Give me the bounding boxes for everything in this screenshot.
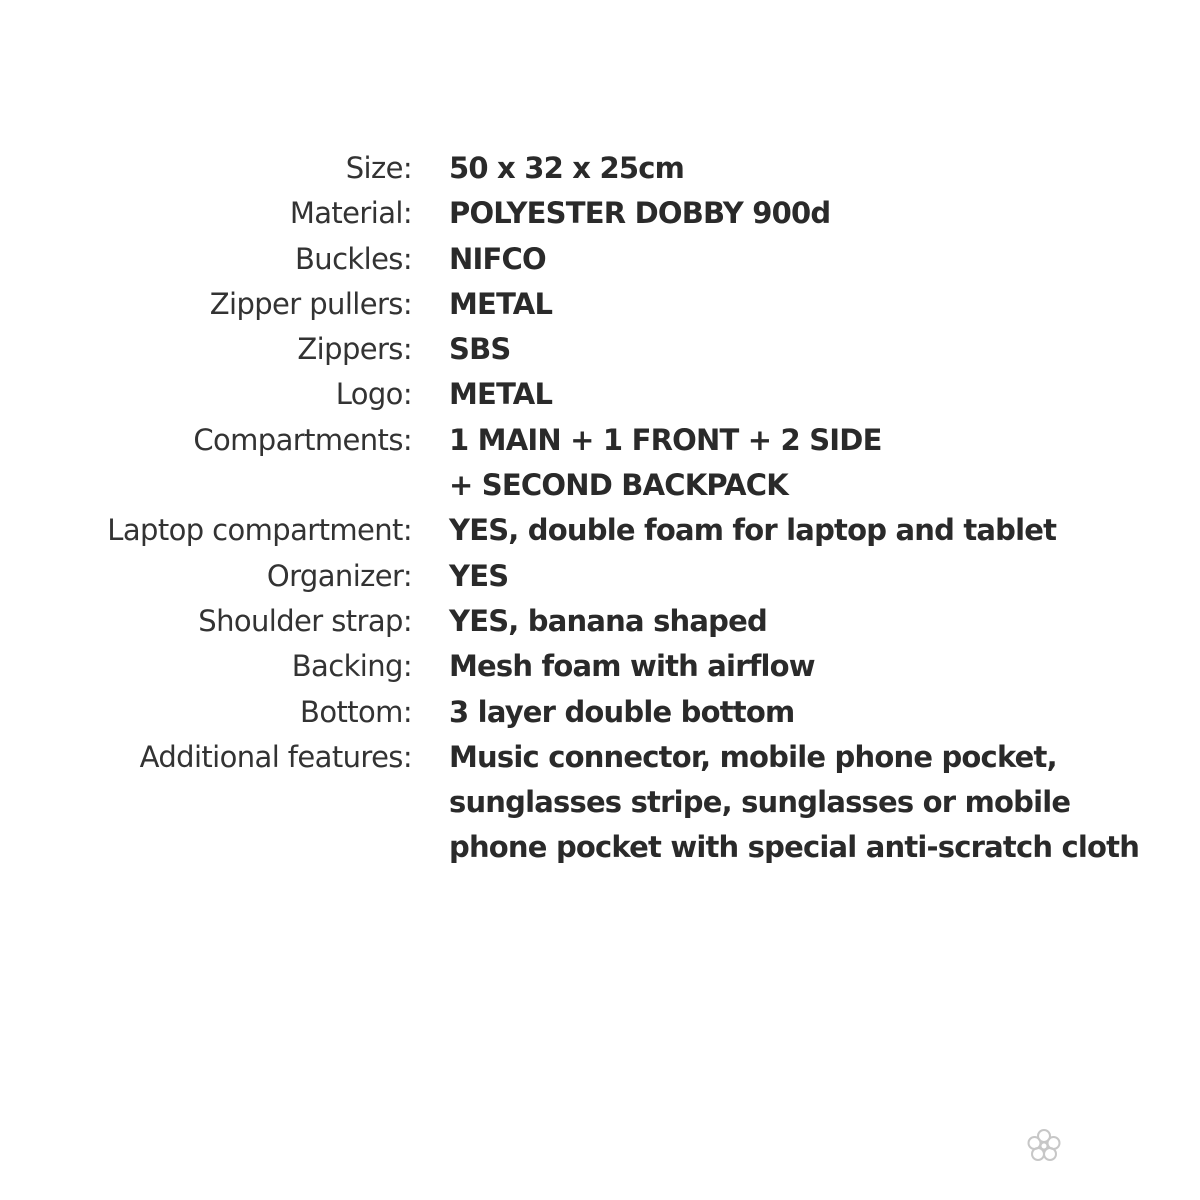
spec-row: [0, 690, 1200, 735]
spec-value: [449, 644, 815, 689]
spec-value: [449, 735, 1139, 871]
spec-value: [449, 282, 552, 327]
spec-value: [449, 146, 684, 191]
spec-row: [0, 644, 1200, 689]
spec-row: [0, 237, 1200, 282]
spec-value-line: METAL: [449, 286, 553, 321]
spec-row: [0, 418, 1200, 509]
spec-row: [0, 327, 1200, 372]
spec-row: [0, 191, 1200, 236]
spec-value-line: 50 x 32 x 25cm: [449, 151, 685, 185]
spec-row: [0, 282, 1200, 327]
spec-value-line: POLYESTER DOBBY 900d: [449, 196, 831, 231]
spec-row: [0, 599, 1200, 644]
spec-value-line: Music connector, mobile phone pocket,: [449, 739, 1057, 774]
spec-label: Buckles:: [295, 241, 412, 276]
spec-value: [449, 508, 1056, 553]
spec-value-line: METAL: [449, 377, 553, 412]
spec-row: [0, 554, 1200, 599]
spec-label: Zippers:: [297, 332, 412, 367]
spec-label: Laptop compartment:: [107, 513, 412, 548]
spec-label: Shoulder strap:: [198, 603, 412, 638]
spec-table: [0, 146, 1200, 871]
spec-value: [449, 554, 508, 599]
spec-row: [0, 508, 1200, 553]
spec-label: Logo:: [335, 377, 412, 412]
spec-value: [449, 418, 882, 509]
spec-label: Backing:: [291, 649, 412, 684]
spec-row: [0, 146, 1200, 191]
spec-value-line: YES, banana shaped: [449, 603, 767, 638]
spec-value: [449, 237, 546, 282]
spec-label: Bottom:: [300, 694, 412, 729]
spec-value-line: sunglasses stripe, sunglasses or mobile: [449, 785, 1071, 820]
spec-value: [449, 690, 794, 735]
spec-value-line: 3 layer double bottom: [449, 694, 795, 729]
spec-value-line: NIFCO: [449, 241, 546, 276]
spec-value-line: phone pocket with special anti-scratch cloth: [449, 830, 1140, 865]
spec-label: Compartments:: [193, 422, 412, 457]
spec-label: Zipper pullers:: [209, 286, 412, 321]
spec-label: Size:: [345, 151, 412, 185]
spec-value: [449, 327, 510, 372]
spec-value: [449, 372, 552, 417]
spec-value: [449, 599, 767, 644]
spec-row: [0, 372, 1200, 417]
spec-value-line: SBS: [449, 332, 511, 367]
spec-value-line: YES, double foam for laptop and tablet: [449, 513, 1057, 548]
spec-label: Material:: [289, 196, 412, 231]
spec-value-line: YES: [449, 558, 509, 593]
spec-value-line: + SECOND BACKPACK: [449, 468, 788, 503]
spec-value-line: Mesh foam with airflow: [449, 649, 815, 684]
spec-value-line: 1 MAIN + 1 FRONT + 2 SIDE: [449, 422, 882, 457]
spec-value: [449, 191, 830, 236]
spec-label: Additional features:: [139, 739, 412, 774]
spec-row: [0, 735, 1200, 871]
flower-icon: [1026, 1128, 1062, 1164]
spec-label: Organizer:: [266, 558, 412, 593]
